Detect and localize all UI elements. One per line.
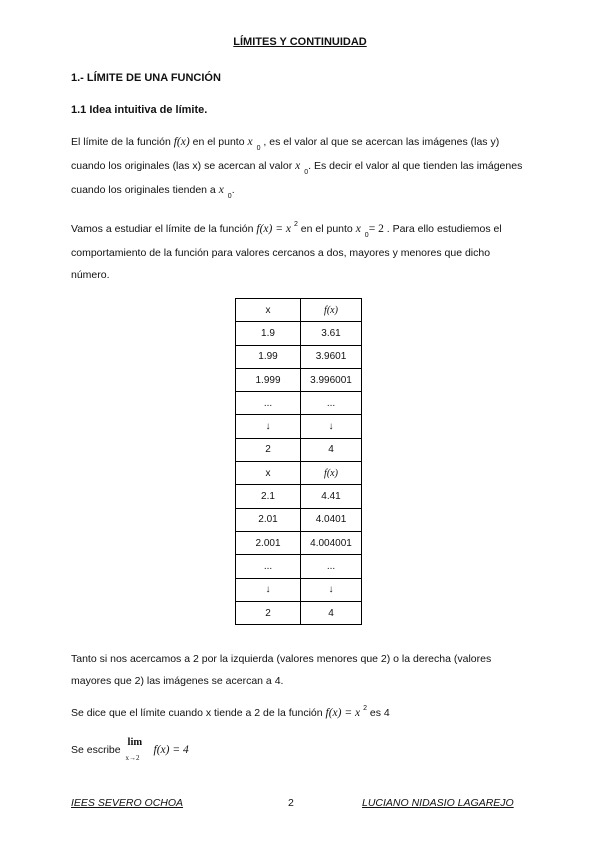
p1-value-sub: 0 [304, 169, 309, 176]
lim-word: lim [127, 737, 143, 748]
p4-expression: f(x) = x [325, 707, 361, 719]
table-cell-fx: ... [301, 555, 362, 578]
table-cell-fx: 4.41 [301, 485, 362, 508]
footer-page-number: 2 [288, 797, 294, 809]
p1-text-b: en el punto [189, 136, 248, 148]
intro-paragraph [71, 131, 531, 203]
p4-text-b: es 4 [369, 707, 390, 719]
table-row [236, 345, 362, 368]
p2-point-x: x [355, 223, 361, 235]
p1-text-d: . Es decir el valor al que tienden las imágenes cuando los originales tienden a [71, 160, 523, 196]
p2-expression: f(x) = x [256, 223, 291, 235]
table-cell-x: 2.001 [236, 531, 301, 554]
table-row [236, 415, 362, 438]
p4-text-a: Se dice que el límite cuando x tiende a 2 de la función [71, 707, 326, 719]
table-cell-x: 1.9 [236, 322, 301, 345]
conclusion-paragraph: Tanto si nos acercamos a 2 por la izquierda (valores menores que 2) o la derecha (valores mayores que 2) las imágenes se acercan a 4. [71, 653, 492, 687]
p2-exponent: 2 [293, 221, 298, 228]
table-cell-fx: ↓ [301, 415, 362, 438]
table-cell-x: 2 [236, 438, 301, 461]
table-cell-fx: f(x) [301, 299, 362, 322]
p1-text-a: El límite de la función [71, 136, 174, 148]
table-cell-x: 1.999 [236, 368, 301, 391]
p5-text: Se escribe [71, 744, 121, 756]
table-cell-x: ... [236, 555, 301, 578]
p2-point-eq: = 2 [368, 223, 384, 235]
p1-tend-x: x [218, 184, 224, 196]
table-cell-fx: ... [301, 392, 362, 415]
table-cell-x: ↓ [236, 415, 301, 438]
table-cell-x: x [236, 299, 301, 322]
table-cell-x: ... [236, 392, 301, 415]
table-row [236, 508, 362, 531]
footer-author: LUCIANO NIDASIO LAGAREJO [362, 797, 514, 809]
table-cell-fx: 3.9601 [301, 345, 362, 368]
table-cell-fx: 4 [301, 438, 362, 461]
footer-school: IEES SEVERO OCHOA [71, 797, 184, 809]
table-row [236, 462, 362, 485]
lim-operator [125, 735, 150, 762]
p1-point-sub: 0 [256, 145, 261, 152]
section-heading: 1.- LÍMITE DE UNA FUNCIÓN [71, 72, 221, 84]
table-row [236, 299, 362, 322]
table-row [236, 392, 362, 415]
table-row [236, 578, 362, 601]
table-cell-fx: 4.0401 [301, 508, 362, 531]
table-row [236, 531, 362, 554]
p1-tend-sub: 0 [227, 193, 232, 200]
table-cell-fx: 4 [301, 601, 362, 624]
table-cell-x: x [236, 462, 301, 485]
table-cell-x: ↓ [236, 578, 301, 601]
p1-function: f(x) [173, 136, 190, 148]
p1-point-x: x [247, 136, 253, 148]
study-paragraph [71, 218, 531, 286]
lim-subscript: x→2 [125, 754, 140, 762]
table-cell-x: 2.01 [236, 508, 301, 531]
table-cell-fx: 3.61 [301, 322, 362, 345]
table-cell-x: 1.99 [236, 345, 301, 368]
p2-text-a: Vamos a estudiar el límite de la función [71, 223, 257, 235]
values-table [235, 298, 362, 625]
p2-text-c: . Para ello estudiemos el comportamiento de la función para valores cercanos a dos, mayores y menores que dicho número. [71, 223, 502, 281]
p5-expression: f(x) = 4 [153, 744, 189, 756]
limit-statement [71, 702, 531, 726]
table-row [236, 438, 362, 461]
table-cell-fx: 4.004001 [301, 531, 362, 554]
p2-point-sub: 0 [364, 232, 369, 239]
p1-text-e: . [231, 184, 235, 196]
p1-value-x: x [295, 160, 301, 172]
table-cell-fx: ↓ [301, 578, 362, 601]
p4-exponent: 2 [363, 705, 367, 712]
table-row [236, 368, 362, 391]
page-title: LÍMITES Y CONTINUIDAD [233, 36, 367, 48]
subsection-heading: 1.1 Idea intuitiva de límite. [71, 104, 208, 116]
table-cell-fx: 3.996001 [301, 368, 362, 391]
limit-notation [71, 735, 531, 761]
table-row [236, 322, 362, 345]
table-cell-fx: f(x) [301, 462, 362, 485]
p2-text-b: en el punto [297, 223, 356, 235]
table-row [236, 601, 362, 624]
table-row [236, 555, 362, 578]
table-row [236, 485, 362, 508]
table-cell-x: 2.1 [236, 485, 301, 508]
p1-text-c: , es el valor al que se acercan las imágenes (las y) cuando los originales (las x) se acercan al valor [71, 136, 500, 172]
table-cell-x: 2 [236, 601, 301, 624]
